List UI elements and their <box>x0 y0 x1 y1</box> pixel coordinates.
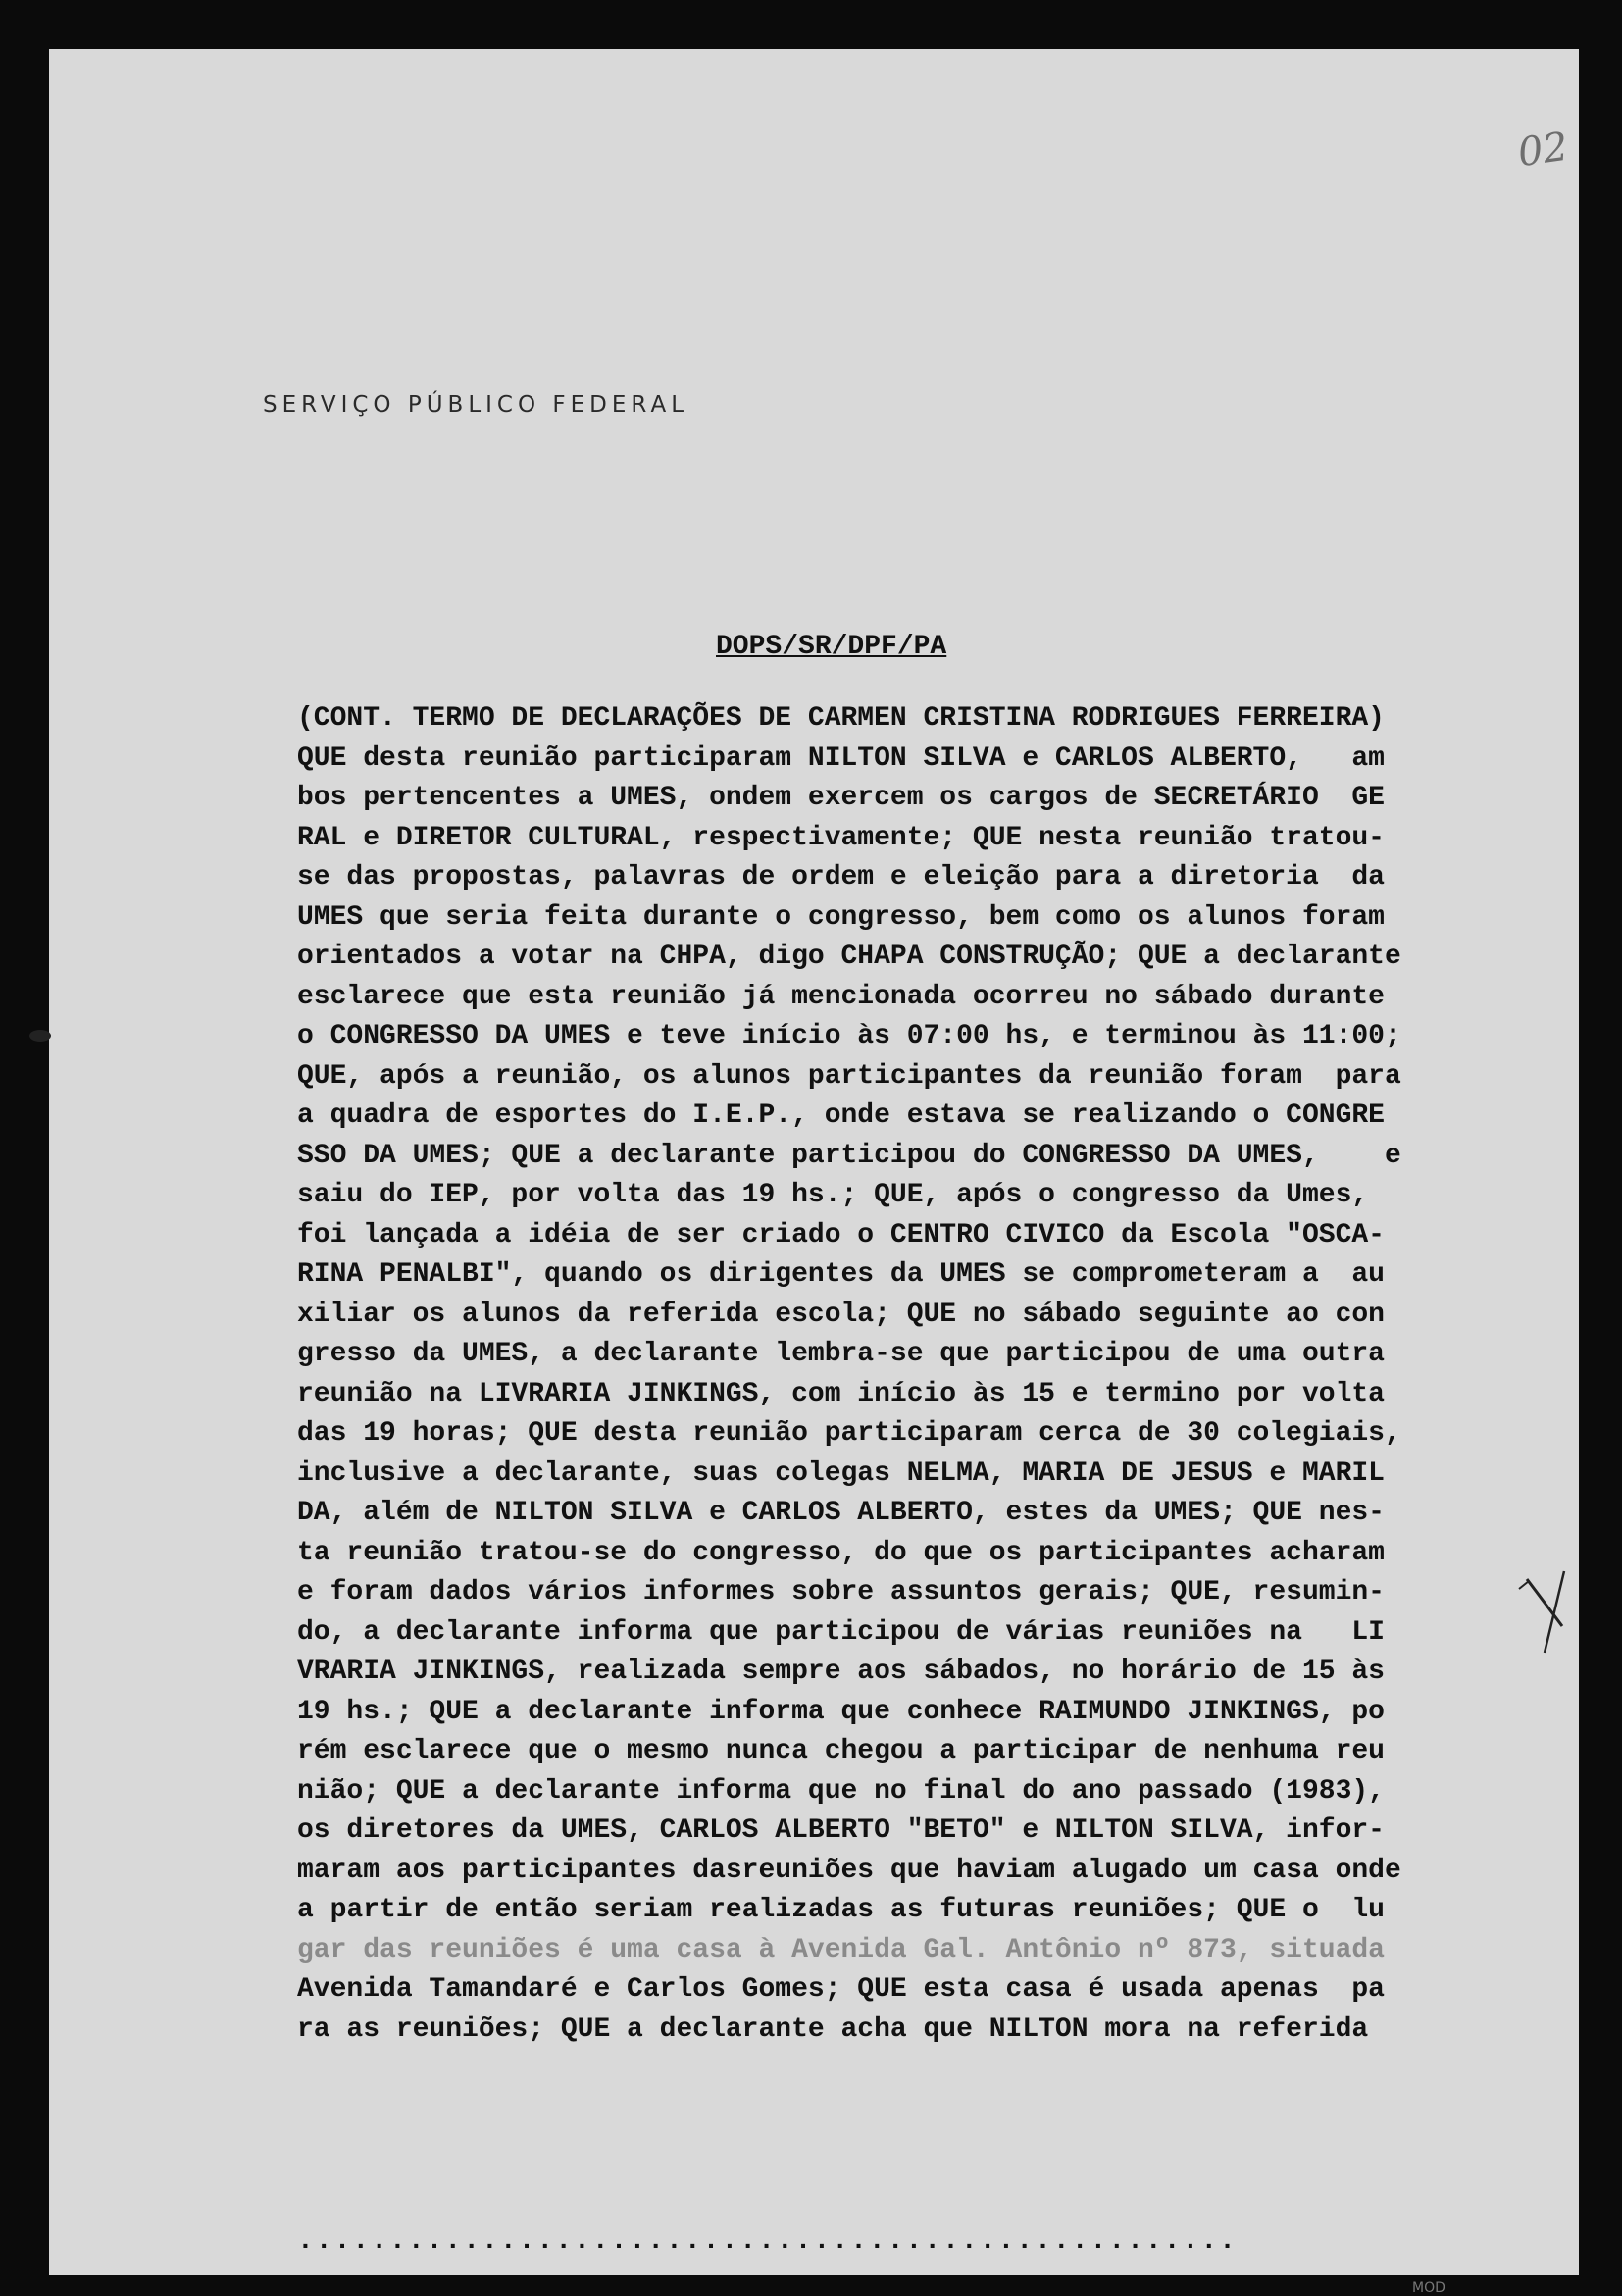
text-line: se das propostas, palavras de ordem e eleição para a diretoria da <box>297 862 1385 893</box>
text-line: UMES que seria feita durante o congresso, bem como os alunos foram <box>297 901 1385 933</box>
document-reference: DOPS/SR/DPF/PA <box>716 632 947 662</box>
text-line: inclusive a declarante, suas colegas NELMA, MARIA DE JESUS e MARIL <box>297 1457 1385 1489</box>
text-line: ra as reuniões; QUE a declarante acha que NILTON mora na referida <box>297 2014 1369 2045</box>
text-line: bos pertencentes a UMES, ondem exercem os cargos de SECRETÁRIO GE <box>297 783 1385 813</box>
document-page <box>49 49 1579 2296</box>
text-line: e foram dados vários informes sobre assuntos gerais; QUE, resumin- <box>297 1577 1385 1607</box>
form-footer: MOD <box>1412 2280 1445 2296</box>
text-line: foi lançada a idéia de ser criado o CENTRO CIVICO da Escola "OSCA- <box>297 1219 1385 1250</box>
scan-smudge <box>29 1030 51 1042</box>
text-line: Avenida Tamandaré e Carlos Gomes; QUE esta casa é usada apenas pa <box>297 1974 1385 2005</box>
declaration-text <box>297 699 1494 2050</box>
text-line: a partir de então seriam realizadas as futuras reuniões; QUE o lu <box>297 1895 1385 1925</box>
text-line: o CONGRESSO DA UMES e teve início às 07:00 hs, e terminou às 11:00; <box>297 1021 1401 1051</box>
text-line: DA, além de NILTON SILVA e CARLOS ALBERTO, estes da UMES; QUE nes- <box>297 1498 1385 1528</box>
text-line: 19 hs.; QUE a declarante informa que conhece RAIMUNDO JINKINGS, po <box>297 1696 1385 1727</box>
text-line: nião; QUE a declarante informa que no final do ano passado (1983), <box>297 1775 1385 1807</box>
text-line: VRARIA JINKINGS, realizada sempre aos sábados, no horário de 15 às <box>297 1657 1385 1687</box>
handwritten-x-mark-icon <box>1515 1550 1574 1658</box>
text-line: QUE, após a reunião, os alunos participantes da reunião foram para <box>297 1060 1401 1092</box>
text-line: do, a declarante informa que participou de várias reuniões na LI <box>297 1616 1385 1648</box>
text-line: a quadra de esportes do I.E.P., onde estava se realizando o CONGRE <box>297 1100 1385 1131</box>
text-line: RAL e DIRETOR CULTURAL, respectivamente; QUE nesta reunião tratou- <box>297 822 1385 853</box>
text-line: RINA PENALBI", quando os dirigentes da UMES se comprometeram a au <box>297 1259 1385 1290</box>
text-line: saiu do IEP, por volta das 19 hs.; QUE, após o congresso da Umes, <box>297 1180 1369 1210</box>
text-line: gresso da UMES, a declarante lembra-se que participou de uma outra <box>297 1339 1385 1369</box>
text-line: xiliar os alunos da referida escola; QUE no sábado seguinte ao con <box>297 1299 1385 1330</box>
letterhead: SERVIÇO PÚBLICO FEDERAL <box>263 392 689 418</box>
text-line: QUE desta reunião participaram NILTON SILVA e CARLOS ALBERTO, am <box>297 742 1385 774</box>
text-line: das 19 horas; QUE desta reunião participaram cerca de 30 colegiais, <box>297 1418 1401 1449</box>
text-line: (CONT. TERMO DE DECLARAÇÕES DE CARMEN CRISTINA RODRIGUES FERREIRA) <box>297 703 1385 734</box>
page-number: 02 <box>1515 124 1571 177</box>
dotted-line: ................................................... <box>297 2226 1238 2257</box>
text-line: ta reunião tratou-se do congresso, do que os participantes acharam <box>297 1537 1385 1568</box>
text-line: reunião na LIVRARIA JINKINGS, com início às 15 e termino por volta <box>297 1378 1385 1409</box>
text-line: rém esclarece que o mesmo nunca chegou a participar de nenhuma reu <box>297 1736 1385 1766</box>
text-line: esclarece que esta reunião já mencionada ocorreu no sábado durante <box>297 981 1385 1012</box>
text-line: orientados a votar na CHPA, digo CHAPA CONSTRUÇÃO; QUE a declarante <box>297 942 1401 972</box>
text-line: SSO DA UMES; QUE a declarante participou do CONGRESSO DA UMES, e <box>297 1140 1401 1171</box>
text-line-faint: gar das reuniões é uma casa à Avenida Gal. Antônio nº 873, situada <box>297 1934 1385 1965</box>
text-line: maram aos participantes dasreuniões que haviam alugado um casa onde <box>297 1855 1401 1886</box>
text-line: os diretores da UMES, CARLOS ALBERTO "BETO" e NILTON SILVA, infor- <box>297 1815 1385 1846</box>
